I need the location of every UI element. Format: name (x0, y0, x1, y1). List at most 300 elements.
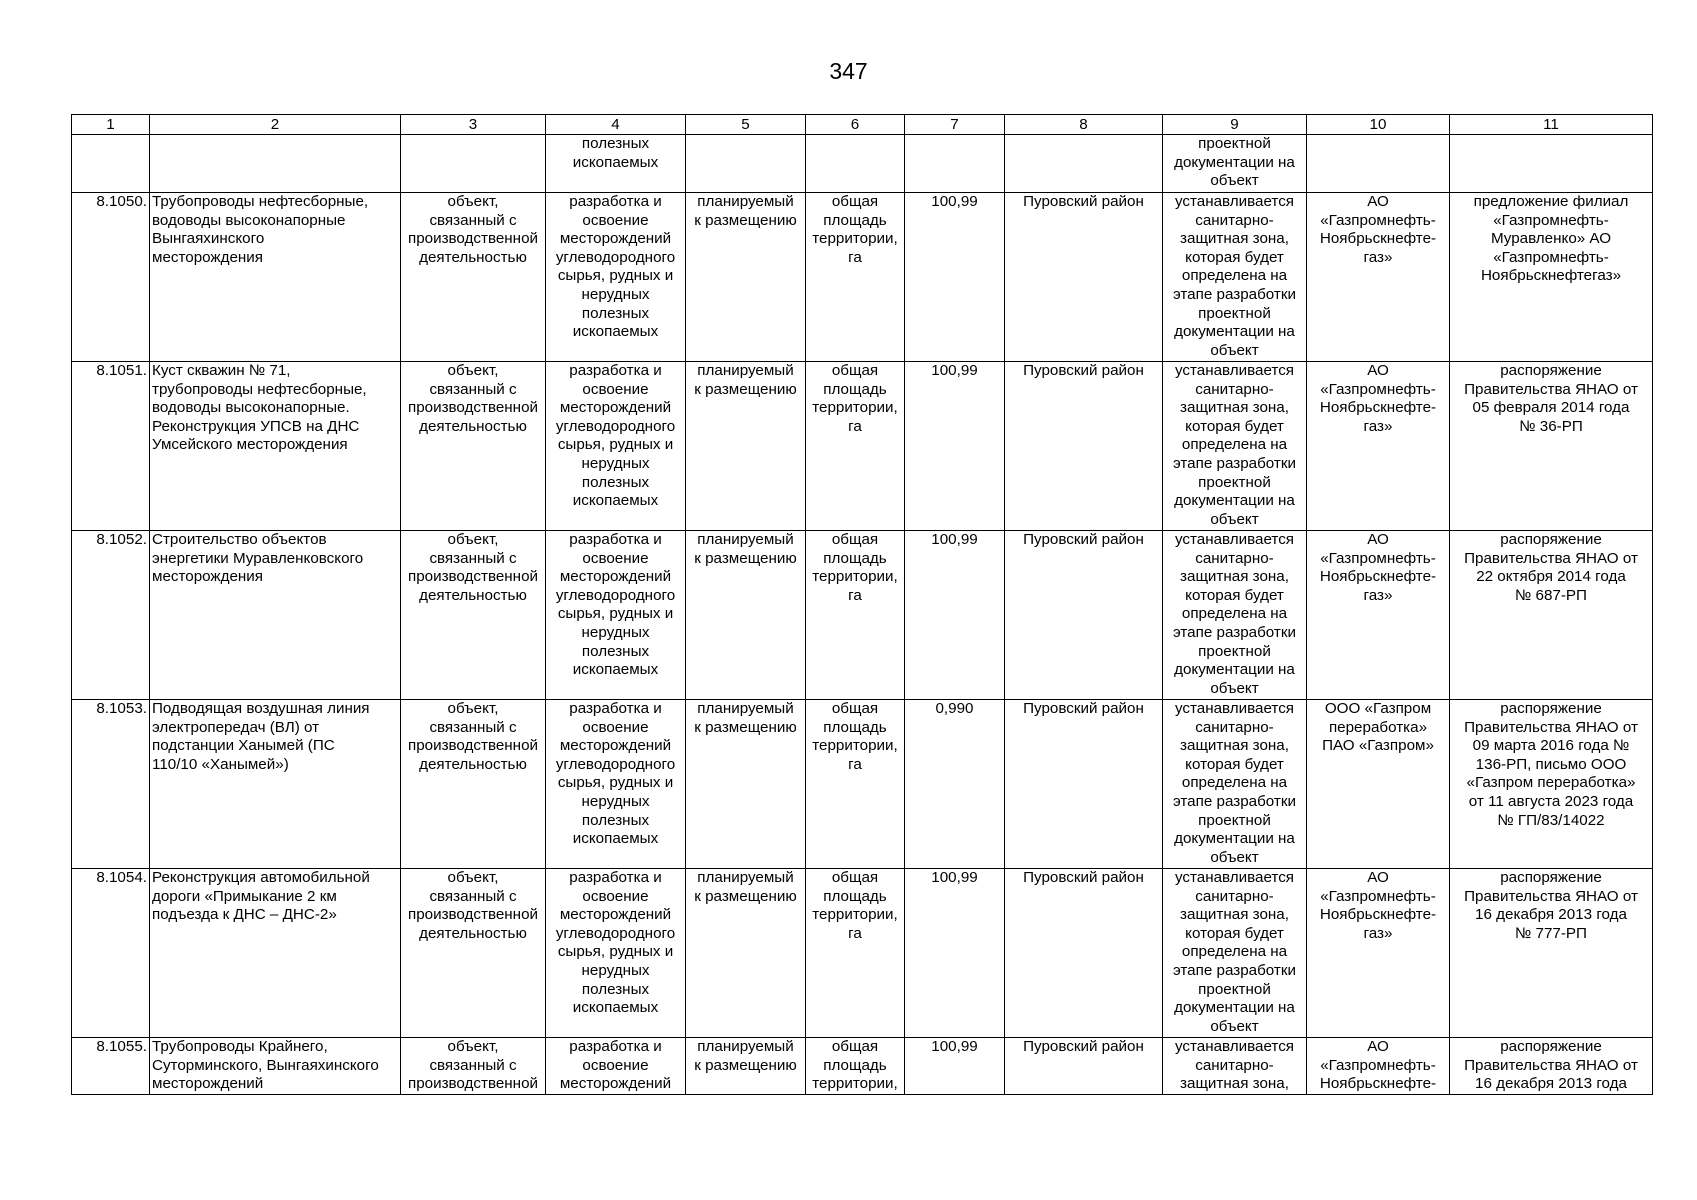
cell-line: Правительства ЯНАО от (1464, 718, 1638, 736)
basis-document (1450, 193, 1653, 362)
cell-line: 16 декабря 2013 года (1475, 1075, 1627, 1093)
cell-line: 136-РП, письмо ООО (1475, 755, 1627, 773)
basis-document (1450, 362, 1653, 531)
cell-line: устанавливается (1174, 362, 1295, 379)
cell-line: Ноябрьскнефте- (1319, 1075, 1437, 1093)
row-id: 8.1052. (72, 531, 150, 700)
cell-line: № ГП/83/14022 (1497, 811, 1605, 829)
cell-line: разработка и (569, 193, 662, 210)
cell-line: определена на (1181, 943, 1288, 961)
cell-line: проектной (1198, 811, 1271, 829)
cell-line: к размещению (694, 211, 797, 229)
cell-line: Вынгаяхинского (152, 230, 265, 248)
cell-line: сырья, рудных и (557, 267, 674, 285)
cell-line: разработка и (569, 700, 662, 717)
cell-line: Ноябрьскнефте- (1319, 568, 1437, 586)
cell-line: ископаемых (572, 323, 659, 341)
cell-line: Ноябрьскнефте- (1319, 906, 1437, 924)
indicator-name (806, 700, 905, 869)
column-number: 2 (150, 115, 401, 135)
cell-line: полезных (581, 980, 650, 998)
cell-line: полезных (581, 304, 650, 322)
location: Пуровский район (1005, 193, 1163, 362)
cell-line: газ» (1363, 586, 1393, 604)
cell-line: месторождений (559, 568, 672, 586)
cell-line: Правительства ЯНАО от (1464, 380, 1638, 398)
cell-line: деятельностью (419, 586, 527, 604)
cell-line: производственной (407, 737, 539, 755)
cell-line: разработка и (569, 869, 662, 886)
indicator-value: 100,99 (905, 1038, 1005, 1095)
object-type (401, 193, 546, 362)
cell-line: объект (1210, 1017, 1259, 1035)
cell-line: ископаемых (572, 999, 659, 1017)
cell-line: Правительства ЯНАО от (1464, 887, 1638, 905)
cell-line: «Газпромнефть- (1320, 887, 1436, 905)
cell-line: АО (1367, 362, 1389, 379)
cell-line: которая будет (1185, 248, 1284, 266)
cell-line: сырья, рудных и (557, 943, 674, 961)
object-purpose (546, 531, 686, 700)
cell-line: документации на (1174, 492, 1295, 510)
cell-line: деятельностью (419, 924, 527, 942)
cell-line: общая (831, 531, 879, 548)
column-number: 10 (1307, 115, 1450, 135)
cell-line: освоение (582, 887, 649, 905)
cell-line: защитная зона, (1180, 230, 1289, 248)
cell-line: санитарно- (1195, 211, 1274, 229)
cell-line: производственной (407, 906, 539, 924)
cell-line: освоение (582, 718, 649, 736)
cell-line: общая (831, 700, 879, 717)
cell-line: углеводородного (555, 248, 676, 266)
cell-line: углеводородного (555, 924, 676, 942)
column-number-row (72, 115, 1653, 135)
page-number: 347 (829, 58, 868, 84)
cell-line: месторождений (559, 737, 672, 755)
cell-line: документации на (1174, 661, 1295, 679)
cell-line: ПАО «Газпром» (1322, 737, 1434, 755)
cell-line: этапе разработки (1172, 285, 1296, 303)
cell-line: месторождений (559, 906, 672, 924)
cell-line: документации на (1174, 153, 1295, 171)
cell-line: объект, (447, 700, 499, 717)
cell-line: месторождений (559, 1075, 672, 1093)
cell-line: которая будет (1185, 586, 1284, 604)
row-id: 8.1055. (72, 1038, 150, 1095)
indicator-value: 100,99 (905, 362, 1005, 531)
cell-line: га (848, 248, 862, 266)
zone-description (1163, 362, 1307, 531)
cell-line: объект (1210, 341, 1259, 359)
table-row (72, 193, 1653, 362)
cell-line: месторождения (152, 248, 263, 266)
table-row (72, 1038, 1653, 1095)
cell-line: ископаемых (572, 153, 659, 171)
cell-line: энергетики Муравленковского (152, 549, 364, 567)
object-type (401, 700, 546, 869)
indicator-name (806, 531, 905, 700)
cell-line: освоение (582, 211, 649, 229)
cell-line: к размещению (694, 1056, 797, 1074)
cell-line: планируемый (697, 1038, 794, 1055)
cell-line: «Газпромнефть- (1320, 211, 1436, 229)
object-purpose (546, 869, 686, 1038)
cell-line: определена на (1181, 774, 1288, 792)
cell-line: защитная зона, (1180, 399, 1289, 417)
cell-line: распоряжение (1500, 869, 1602, 886)
cell-line: Суторминского, Вынгаяхинского (152, 1056, 379, 1074)
cell-line: планируемый (697, 869, 794, 886)
cell-line: «Газпромнефть- (1320, 380, 1436, 398)
cell-line: объект (1210, 510, 1259, 528)
cell-line: распоряжение (1500, 531, 1602, 548)
cell-line: документации на (1174, 830, 1295, 848)
cell-line: углеводородного (555, 586, 676, 604)
cell-line: к размещению (694, 549, 797, 567)
object-name (150, 869, 401, 1038)
cell-line: Строительство объектов (152, 531, 327, 548)
cell-line: производственной (407, 1075, 539, 1093)
cell-line: определена на (1181, 267, 1288, 285)
object-status (686, 1038, 806, 1095)
cell-line: 09 марта 2016 года № (1472, 737, 1630, 755)
cell-line: общая (831, 869, 879, 886)
cell-line: нерудных (581, 961, 650, 979)
cell-line: освоение (582, 1056, 649, 1074)
cell-line: распоряжение (1500, 1038, 1602, 1055)
basis-document (1450, 1038, 1653, 1095)
object-type (401, 362, 546, 531)
cell-line: ископаемых (572, 830, 659, 848)
cell-line: Реконструкция автомобильной (152, 869, 370, 886)
cell-line: «Газпромнефть- (1320, 549, 1436, 567)
cell-line: № 36-РП (1519, 417, 1583, 435)
cell-line: АО (1367, 193, 1389, 210)
cell-line: этапе разработки (1172, 454, 1296, 472)
cell-line: этапе разработки (1172, 961, 1296, 979)
indicator-value: 100,99 (905, 193, 1005, 362)
table-row (72, 700, 1653, 869)
cell-line: нерудных (581, 623, 650, 641)
object-name (150, 193, 401, 362)
cell-line: проектной (1198, 473, 1271, 491)
cell-line: санитарно- (1195, 887, 1274, 905)
cell-line: объект (1210, 679, 1259, 697)
cell-line: трубопроводы нефтесборные, (152, 380, 367, 398)
object-purpose (546, 1038, 686, 1095)
cell-line: территории, (812, 906, 898, 924)
cell-line: месторождений (152, 1075, 264, 1093)
cell-line: Ноябрьскнефте- (1319, 399, 1437, 417)
cell-line: проектной (1198, 642, 1271, 660)
cell-line: территории, (812, 230, 898, 248)
column-number: 8 (1005, 115, 1163, 135)
cell-line: проектной (1198, 980, 1271, 998)
cell-line: площадь (823, 718, 887, 736)
cell-line: планируемый (697, 193, 794, 210)
table-body (72, 115, 1653, 1095)
object-name (150, 362, 401, 531)
cell-line: нерудных (581, 792, 650, 810)
zone-description (1163, 1038, 1307, 1095)
object-name (150, 531, 401, 700)
column-number: 9 (1163, 115, 1307, 135)
cell-line: общая (831, 362, 879, 379)
column-number: 4 (546, 115, 686, 135)
cell-line: распоряжение (1500, 362, 1602, 379)
cell-line: углеводородного (555, 755, 676, 773)
cell-line: санитарно- (1195, 718, 1274, 736)
object-name (150, 700, 401, 869)
cell-line: объект (1210, 848, 1259, 866)
cell-line: АО (1367, 531, 1389, 548)
cell-line: полезных (581, 811, 650, 829)
cell-line: территории, (812, 737, 898, 755)
row-id: 8.1053. (72, 700, 150, 869)
cell-line: месторождений (559, 230, 672, 248)
cell-line: газ» (1363, 248, 1393, 266)
cell-line: территории, (812, 568, 898, 586)
cell-line: защитная зона, (1180, 737, 1289, 755)
location: Пуровский район (1005, 700, 1163, 869)
cell-line: № 777-РП (1515, 924, 1587, 942)
cell-line: устанавливается (1174, 193, 1295, 210)
cell-line: разработка и (569, 362, 662, 379)
row-id: 8.1051. (72, 362, 150, 531)
cell-line: газ» (1363, 417, 1393, 435)
cell-line: связанный с (429, 1056, 517, 1074)
cell-line: объект, (447, 531, 499, 548)
cell-line: объект, (447, 193, 499, 210)
cell-line: объект, (447, 1038, 499, 1055)
cell-line: связанный с (429, 211, 517, 229)
cell-line: АО (1367, 1038, 1389, 1055)
zone-description (1163, 869, 1307, 1038)
table-row (72, 869, 1653, 1038)
cell-line: Подводящая воздушная линия (152, 700, 370, 717)
cell-line: дороги «Примыкание 2 км (152, 887, 337, 905)
cell-line: сырья, рудных и (557, 605, 674, 623)
cell-line: планируемый (697, 531, 794, 548)
cell-line: площадь (823, 211, 887, 229)
cell-line: подстанции Ханымей (ПС (152, 737, 335, 755)
owner (1307, 700, 1450, 869)
cell-line: 22 октября 2014 года (1476, 568, 1626, 586)
cell-line: «Газпромнефть- (1493, 211, 1609, 229)
cell-line: сырья, рудных и (557, 436, 674, 454)
cell-line: Умсейского месторождения (152, 436, 348, 454)
cell-line: Реконструкция УПСВ на ДНС (152, 417, 360, 435)
cell-line: площадь (823, 380, 887, 398)
table-row (72, 362, 1653, 531)
cell-line: площадь (823, 549, 887, 567)
cell-line: проектной (1198, 135, 1271, 152)
table-row (72, 531, 1653, 700)
zone-description (1163, 700, 1307, 869)
cell-line: площадь (823, 1056, 887, 1074)
indicator-value: 0,990 (905, 700, 1005, 869)
cell-line: этапе разработки (1172, 623, 1296, 641)
cell-line: Правительства ЯНАО от (1464, 1056, 1638, 1074)
cell-line: «Газпром переработка» (1466, 774, 1636, 792)
cell-line: сырья, рудных и (557, 774, 674, 792)
object-type (401, 1038, 546, 1095)
cell-line: АО (1367, 869, 1389, 886)
object-type (401, 531, 546, 700)
row-id: 8.1054. (72, 869, 150, 1038)
cell-line: площадь (823, 887, 887, 905)
column-number: 3 (401, 115, 546, 135)
cell-line: ООО «Газпром (1324, 700, 1432, 717)
cell-line: нерудных (581, 285, 650, 303)
cell-line: Правительства ЯНАО от (1464, 549, 1638, 567)
continuation-zone (1163, 135, 1307, 193)
indicator-name (806, 1038, 905, 1095)
indicator-name (806, 193, 905, 362)
indicator-name (806, 362, 905, 531)
cell-line: объект, (447, 869, 499, 886)
cell-line: этапе разработки (1172, 792, 1296, 810)
cell-line: санитарно- (1195, 1056, 1274, 1074)
cell-line: санитарно- (1195, 380, 1274, 398)
cell-line: переработка» (1328, 718, 1428, 736)
cell-line: связанный с (429, 887, 517, 905)
cell-line: документации на (1174, 999, 1295, 1017)
cell-line: к размещению (694, 887, 797, 905)
cell-line: га (848, 417, 862, 435)
cell-line: от 11 августа 2023 года (1468, 792, 1634, 810)
cell-line: месторождения (152, 568, 263, 586)
cell-line: предложение филиал (1473, 193, 1629, 210)
cell-line: определена на (1181, 605, 1288, 623)
object-purpose (546, 362, 686, 531)
cell-line: Муравленко» АО (1490, 230, 1612, 248)
row-id: 8.1050. (72, 193, 150, 362)
continuation-row (72, 135, 1653, 193)
cell-line: полезных (581, 135, 650, 152)
column-number: 1 (72, 115, 150, 135)
cell-line: полезных (581, 473, 650, 491)
cell-line: 05 февраля 2014 года (1472, 399, 1630, 417)
cell-line: «Газпромнефть- (1493, 248, 1609, 266)
column-number: 5 (686, 115, 806, 135)
cell-line: водоводы высоконапорные (152, 211, 346, 229)
cell-line: устанавливается (1174, 1038, 1295, 1055)
basis-document (1450, 700, 1653, 869)
cell-line: га (848, 924, 862, 942)
cell-line: подъезда к ДНС – ДНС-2» (152, 906, 337, 924)
cell-line: планируемый (697, 362, 794, 379)
cell-line: которая будет (1185, 755, 1284, 773)
cell-line: ископаемых (572, 492, 659, 510)
indicator-value: 100,99 (905, 531, 1005, 700)
cell-line: углеводородного (555, 417, 676, 435)
cell-line: которая будет (1185, 924, 1284, 942)
cell-line: производственной (407, 399, 539, 417)
owner (1307, 362, 1450, 531)
object-purpose (546, 193, 686, 362)
cell-line: объект, (447, 362, 499, 379)
basis-document (1450, 531, 1653, 700)
cell-line: к размещению (694, 718, 797, 736)
location: Пуровский район (1005, 531, 1163, 700)
cell-line: определена на (1181, 436, 1288, 454)
cell-line: планируемый (697, 700, 794, 717)
cell-line: водоводы высоконапорные. (152, 399, 350, 417)
cell-line: распоряжение (1500, 700, 1602, 717)
cell-line: деятельностью (419, 248, 527, 266)
cell-line: защитная зона, (1180, 906, 1289, 924)
cell-line: устанавливается (1174, 531, 1295, 548)
cell-line: к размещению (694, 380, 797, 398)
cell-line: разработка и (569, 1038, 662, 1055)
cell-line: № 687-РП (1515, 586, 1587, 604)
column-number: 11 (1450, 115, 1653, 135)
cell-line: Трубопроводы нефтесборные, (152, 193, 369, 210)
owner (1307, 869, 1450, 1038)
cell-line: Ноябрьскнефтегаз» (1480, 267, 1622, 285)
cell-line: общая (831, 193, 879, 210)
cell-line: месторождений (559, 399, 672, 417)
cell-line: территории, (812, 399, 898, 417)
object-status (686, 362, 806, 531)
cell-line: освоение (582, 380, 649, 398)
owner (1307, 193, 1450, 362)
cell-line: 110/10 «Ханымей») (152, 755, 289, 773)
cell-line: газ» (1363, 924, 1393, 942)
object-purpose (546, 700, 686, 869)
cell-line: территории, (812, 1075, 898, 1093)
cell-line: деятельностью (419, 755, 527, 773)
cell-line: га (848, 586, 862, 604)
object-status (686, 531, 806, 700)
cell-line: освоение (582, 549, 649, 567)
cell-line: производственной (407, 230, 539, 248)
cell-line: устанавливается (1174, 869, 1295, 886)
cell-line: полезных (581, 642, 650, 660)
cell-line: нерудных (581, 454, 650, 472)
cell-line: связанный с (429, 380, 517, 398)
cell-line: общая (831, 1038, 879, 1055)
location: Пуровский район (1005, 869, 1163, 1038)
basis-document (1450, 869, 1653, 1038)
cell-line: объект (1210, 172, 1259, 190)
object-status (686, 700, 806, 869)
cell-line: связанный с (429, 718, 517, 736)
zone-description (1163, 531, 1307, 700)
cell-line: санитарно- (1195, 549, 1274, 567)
cell-line: ископаемых (572, 661, 659, 679)
cell-line: Трубопроводы Крайнего, (152, 1038, 328, 1055)
cell-line: проектной (1198, 304, 1271, 322)
cell-line: защитная зона, (1180, 1075, 1289, 1093)
cell-line: разработка и (569, 531, 662, 548)
cell-line: устанавливается (1174, 700, 1295, 717)
object-status (686, 193, 806, 362)
zone-description (1163, 193, 1307, 362)
owner (1307, 531, 1450, 700)
cell-line: Ноябрьскнефте- (1319, 230, 1437, 248)
cell-line: защитная зона, (1180, 568, 1289, 586)
object-name (150, 1038, 401, 1095)
location: Пуровский район (1005, 1038, 1163, 1095)
cell-line: связанный с (429, 549, 517, 567)
column-number: 7 (905, 115, 1005, 135)
column-number: 6 (806, 115, 905, 135)
cell-line: документации на (1174, 323, 1295, 341)
cell-line: электропередач (ВЛ) от (152, 718, 320, 736)
